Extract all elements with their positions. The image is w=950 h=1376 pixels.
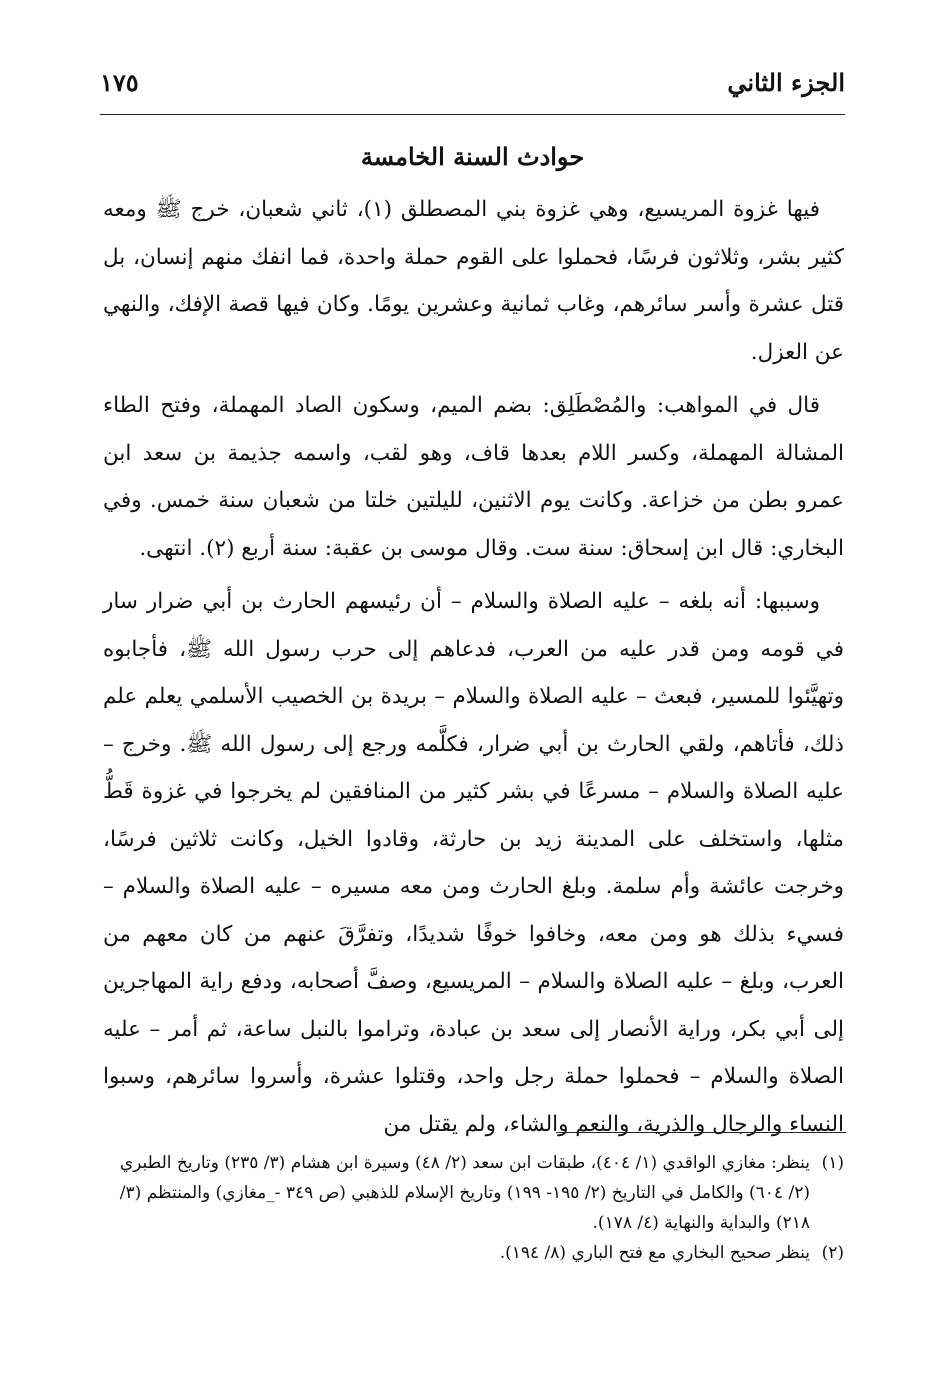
section-title: الجزء الثاني <box>727 67 845 97</box>
page-number: ١٧٥ <box>100 67 139 97</box>
chapter-title: حوادث السنة الخامسة <box>360 142 585 171</box>
footnote-text: ينظر: مغازي الواقدي (١/ ٤٠٤)، طبقات ابن سعد (٢/ ٤٨) وسيرة ابن هشام (٣/ ٢٣٥) وتاريخ الطبري (٢/ ٦٠٤) والكامل في التاريخ (٢/ ١٩٥- ١٩٩) وتاريخ الإسلام للذهبي (ص ٣٤٩ -_مغازي) والمنتظم (٣/ ٢١٨) والبداية والنهاية (٤/ ١٧٨). <box>119 1153 810 1233</box>
paragraph-2: قال في المواهب: والمُصْطَلِق: بضم الميم، وسكون الصاد المهملة، وفتح الطاء المشالة المهملة، وكسر اللام بعدها قاف، وهو لقب، واسمه جذيمة بن سعد ابن عمرو بطن من خزاعة. وكانت يوم الاثنين، لليلتين خلتا من شعبان سنة خمس. وفي البخاري: قال ابن إسحاق: سنة ست. وقال موسى بن عقبة: سنة أربع (٢). انتهى. <box>103 393 844 561</box>
footnote-text: ينظر صحيح البخاري مع فتح الباري (٨/ ١٩٤). <box>499 1243 810 1263</box>
footnote-number: (١) <box>821 1153 844 1173</box>
header-rule <box>100 114 845 115</box>
footnotes <box>103 1148 844 1268</box>
paragraph-3: وسببها: أنه بلغه – عليه الصلاة والسلام – أن رئيسهم الحارث بن أبي ضرار سار في قومه ومن قدر عليه من العرب، فدعاهم إلى حرب رسول الله ﷺ، فأجابوه وتهيَّئوا للمسير، فبعث – عليه الصلاة والسلام – بريدة بن الخصيب الأسلمي يعلم علم ذلك، فأتاهم، ولقي الحارث بن أبي ضرار، فكلَّمه ورجع إلى رسول الله ﷺ. وخرج – عليه الصلاة والسلام – مسرعًا في بشر كثير من المنافقين لم يخرجوا في غزوة قَطُّ مثلها، واستخلف على المدينة زيد بن حارثة، وقادوا الخيل، وكانت ثلاثين فرسًا، وخرجت عائشة وأم سلمة. وبلغ الحارث ومن معه مسيره – عليه الصلاة والسلام – فسيء بذلك هو ومن معه، وخافوا خوفًا شديدًا، وتفرَّقَ عنهم من كان معهم من العرب، وبلغ – عليه الصلاة والسلام – المريسيع، وصفَّ أصحابه، ودفع راية المهاجرين إلى أبي بكر، وراية الأنصار إلى سعد بن عبادة، وتراموا بالنبل ساعة، ثم أمر – عليه الصلاة والسلام – فحملوا حملة رجل واحد، وقتلوا عشرة، وأسروا سائرهم، وسبوا النساء والرجال والذرية، والنعم والشاء، ولم يقتل من <box>103 589 844 1137</box>
paragraph-1: فيها غزوة المريسيع، وهي غزوة بني المصطلق (١)، ثاني شعبان، خرج ﷺ ومعه كثير بشر، وثلاثون فرسًا، فحملوا على القوم حملة واحدة، فما انفك منهم إنسان، بل قتل عشرة وأسر سائرهم، وغاب ثمانية وعشرين يومًا. وكان فيها قصة الإفك، والنهي عن العزل. <box>103 197 844 365</box>
body-text <box>103 186 844 1154</box>
footnote-rule <box>556 1132 846 1133</box>
running-header <box>100 60 845 104</box>
footnote-2 <box>103 1238 844 1268</box>
footnote-1 <box>103 1148 844 1238</box>
footnote-number: (٢) <box>821 1243 844 1263</box>
